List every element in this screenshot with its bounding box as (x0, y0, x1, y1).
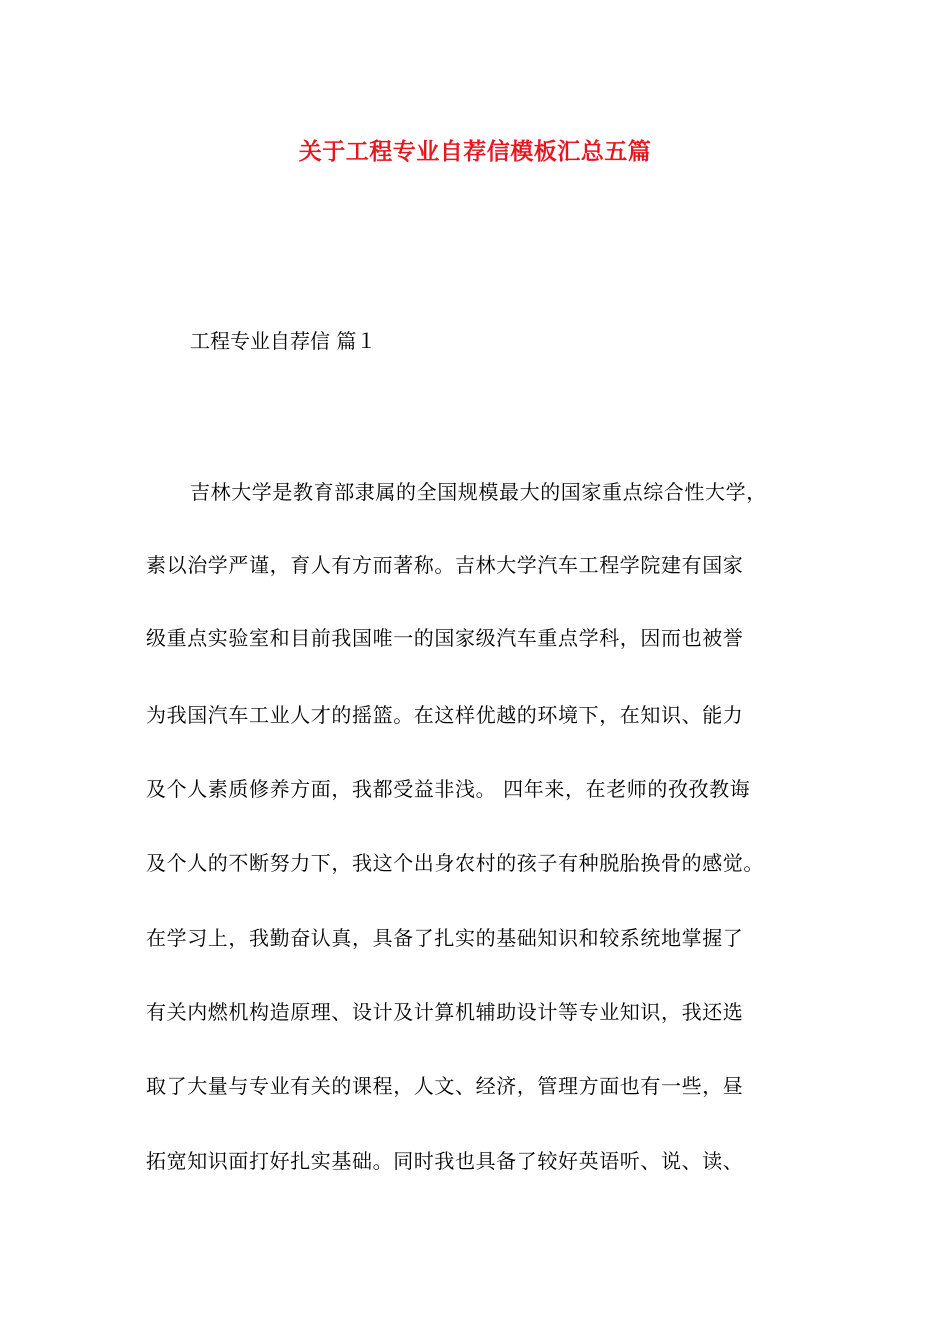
paragraph-line: 为我国汽车工业人才的摇篮。在这样优越的环境下，在知识、能力 (146, 703, 744, 727)
paragraph-line: 取了大量与专业有关的课程，人文、经济，管理方面也有一些，昼 (146, 1074, 744, 1098)
paragraph-line: 吉林大学是教育部隶属的全国规模最大的国家重点综合性大学， (190, 480, 767, 504)
paragraph-line: 级重点实验室和目前我国唯一的国家级汽车重点学科，因而也被誉 (146, 626, 744, 650)
paragraph-line: 及个人的不断努力下，我这个出身农村的孩子有种脱胎换骨的感觉。 (146, 851, 764, 875)
paragraph-line: 及个人素质修养方面，我都受益非浅。 四年来，在老师的孜孜教诲 (146, 777, 751, 801)
paragraph-line: 有关内燃机构造原理、设计及计算机辅助设计等专业知识，我还选 (146, 1000, 744, 1024)
document-title: 关于工程专业自荐信模板汇总五篇 (298, 139, 652, 165)
paragraph-line: 在学习上，我勤奋认真，具备了扎实的基础知识和较系统地掌握了 (146, 926, 744, 950)
paragraph-line: 拓宽知识面打好扎实基础。同时我也具备了较好英语听、说、读、 (146, 1149, 744, 1173)
section-heading: 工程专业自荐信 篇１ (190, 329, 377, 353)
paragraph-line: 素以治学严谨，育人有方而著称。吉林大学汽车工程学院建有国家 (146, 553, 744, 577)
